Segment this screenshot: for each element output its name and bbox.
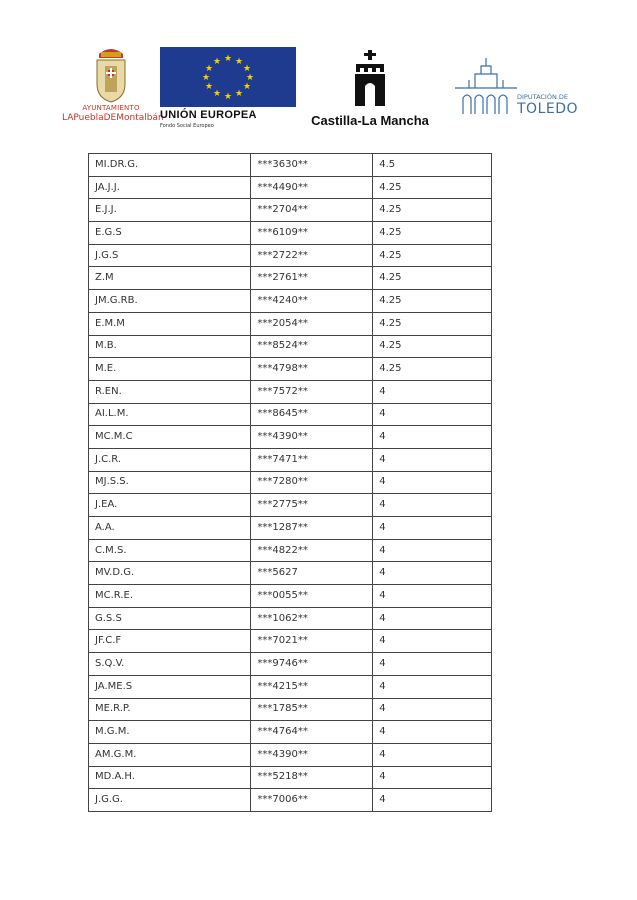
svg-text:★: ★ <box>242 64 252 74</box>
table-row <box>89 358 492 381</box>
score-cell: 4 <box>373 448 492 471</box>
initials-cell: M.B. <box>89 335 251 358</box>
table-row <box>89 766 492 789</box>
id-cell: ***5218** <box>251 766 373 789</box>
initials-cell: JA.ME.S <box>89 675 251 698</box>
score-cell: 4 <box>373 426 492 449</box>
ayuntamiento-label: AYUNTAMIENTO <box>82 104 140 112</box>
initials-cell: ME.R.P. <box>89 698 251 721</box>
score-cell: 4 <box>373 789 492 812</box>
page-header <box>0 0 637 140</box>
table-row <box>89 267 492 290</box>
svg-text:★: ★ <box>204 64 214 74</box>
id-cell: ***8645** <box>251 403 373 426</box>
eu-title: UNIÓN EUROPEA <box>160 109 257 121</box>
initials-cell: MD.A.H. <box>89 766 251 789</box>
svg-text:★: ★ <box>234 89 244 99</box>
id-cell: ***2722** <box>251 244 373 267</box>
table-row <box>89 312 492 335</box>
id-cell: ***4390** <box>251 743 373 766</box>
id-cell: ***4240** <box>251 290 373 313</box>
table-row <box>89 403 492 426</box>
results-table <box>88 153 492 812</box>
score-cell: 4.25 <box>373 199 492 222</box>
id-cell: ***4215** <box>251 675 373 698</box>
table-row <box>89 721 492 744</box>
svg-text:★: ★ <box>204 82 214 92</box>
score-cell: 4 <box>373 471 492 494</box>
id-cell: ***4764** <box>251 721 373 744</box>
table-row <box>89 426 492 449</box>
initials-cell: M.E. <box>89 358 251 381</box>
score-cell: 4 <box>373 766 492 789</box>
initials-cell: MV.D.G. <box>89 562 251 585</box>
castilla-la-mancha-name: Castilla-La Mancha <box>311 113 429 128</box>
initials-cell: AI.L.M. <box>89 403 251 426</box>
initials-cell: C.M.S. <box>89 539 251 562</box>
table-row <box>89 199 492 222</box>
id-cell: ***6109** <box>251 222 373 245</box>
score-cell: 4 <box>373 380 492 403</box>
score-cell: 4.25 <box>373 312 492 335</box>
score-cell: 4 <box>373 721 492 744</box>
results-table-body <box>89 154 492 812</box>
initials-cell: A.A. <box>89 517 251 540</box>
table-row <box>89 517 492 540</box>
id-cell: ***1287** <box>251 517 373 540</box>
id-cell: ***4390** <box>251 426 373 449</box>
coat-of-arms-icon <box>93 44 129 104</box>
municipality-name: LAPueblaDEMontalbán <box>62 113 164 123</box>
id-cell: ***0055** <box>251 585 373 608</box>
initials-cell: E.J.J. <box>89 199 251 222</box>
table-row <box>89 290 492 313</box>
score-cell: 4 <box>373 539 492 562</box>
score-cell: 4 <box>373 607 492 630</box>
table-row <box>89 539 492 562</box>
eu-subtitle: Fondo Social Europeo <box>160 123 214 129</box>
score-cell: 4 <box>373 743 492 766</box>
score-cell: 4 <box>373 494 492 517</box>
table-row <box>89 222 492 245</box>
castle-icon <box>350 50 390 108</box>
svg-text:★: ★ <box>212 89 222 99</box>
id-cell: ***9746** <box>251 653 373 676</box>
initials-cell: J.C.R. <box>89 448 251 471</box>
score-cell: 4 <box>373 562 492 585</box>
toledo-label: TOLEDO <box>517 101 579 117</box>
score-cell: 4 <box>373 517 492 540</box>
initials-cell: E.G.S <box>89 222 251 245</box>
id-cell: ***1062** <box>251 607 373 630</box>
diputacion-toledo-logo <box>455 58 585 124</box>
id-cell: ***2761** <box>251 267 373 290</box>
initials-cell: R.EN. <box>89 380 251 403</box>
score-cell: 4.25 <box>373 244 492 267</box>
initials-cell: AM.G.M. <box>89 743 251 766</box>
initials-cell: Z.M <box>89 267 251 290</box>
initials-cell: J.G.G. <box>89 789 251 812</box>
id-cell: ***4822** <box>251 539 373 562</box>
diputacion-label: DIPUTACIÓN DE <box>517 93 569 101</box>
svg-text:★: ★ <box>245 73 255 83</box>
svg-text:★: ★ <box>201 73 211 83</box>
score-cell: 4 <box>373 698 492 721</box>
score-cell: 4.25 <box>373 358 492 381</box>
table-row <box>89 585 492 608</box>
table-row <box>89 471 492 494</box>
score-cell: 4.5 <box>373 154 492 177</box>
initials-cell: S.Q.V. <box>89 653 251 676</box>
score-cell: 4 <box>373 630 492 653</box>
initials-cell: J.G.S <box>89 244 251 267</box>
id-cell: ***3630** <box>251 154 373 177</box>
table-row <box>89 154 492 177</box>
score-cell: 4.25 <box>373 176 492 199</box>
table-row <box>89 494 492 517</box>
score-cell: 4 <box>373 675 492 698</box>
score-cell: 4.25 <box>373 335 492 358</box>
initials-cell: MJ.S.S. <box>89 471 251 494</box>
id-cell: ***7280** <box>251 471 373 494</box>
svg-text:★: ★ <box>223 54 233 64</box>
id-cell: ***7006** <box>251 789 373 812</box>
initials-cell: JM.G.RB. <box>89 290 251 313</box>
id-cell: ***4490** <box>251 176 373 199</box>
score-cell: 4.25 <box>373 222 492 245</box>
score-cell: 4 <box>373 653 492 676</box>
id-cell: ***2054** <box>251 312 373 335</box>
eu-flag-icon <box>160 47 296 107</box>
table-row <box>89 562 492 585</box>
eu-logo <box>160 47 300 127</box>
score-cell: 4 <box>373 403 492 426</box>
svg-text:★: ★ <box>242 82 252 92</box>
table-row <box>89 380 492 403</box>
initials-cell: M.G.M. <box>89 721 251 744</box>
ayuntamiento-logo <box>62 44 164 128</box>
table-row <box>89 448 492 471</box>
table-row <box>89 743 492 766</box>
initials-cell: MI.DR.G. <box>89 154 251 177</box>
id-cell: ***1785** <box>251 698 373 721</box>
svg-text:★: ★ <box>223 92 233 102</box>
initials-cell: MC.R.E. <box>89 585 251 608</box>
id-cell: ***2704** <box>251 199 373 222</box>
id-cell: ***2775** <box>251 494 373 517</box>
score-cell: 4 <box>373 585 492 608</box>
table-row <box>89 630 492 653</box>
initials-cell: MC.M.C <box>89 426 251 449</box>
initials-cell: E.M.M <box>89 312 251 335</box>
table-row <box>89 176 492 199</box>
id-cell: ***7471** <box>251 448 373 471</box>
svg-text:★: ★ <box>212 57 222 67</box>
castilla-la-mancha-logo <box>310 50 430 130</box>
alcazar-icon <box>455 58 517 118</box>
id-cell: ***4798** <box>251 358 373 381</box>
table-row <box>89 653 492 676</box>
table-row <box>89 607 492 630</box>
table-row <box>89 335 492 358</box>
score-cell: 4.25 <box>373 267 492 290</box>
id-cell: ***7021** <box>251 630 373 653</box>
initials-cell: G.S.S <box>89 607 251 630</box>
initials-cell: JA.J.J. <box>89 176 251 199</box>
id-cell: ***7572** <box>251 380 373 403</box>
initials-cell: JF.C.F <box>89 630 251 653</box>
score-cell: 4.25 <box>373 290 492 313</box>
svg-text:★: ★ <box>234 57 244 67</box>
id-cell: ***5627 <box>251 562 373 585</box>
table-row <box>89 244 492 267</box>
id-cell: ***8524** <box>251 335 373 358</box>
table-row <box>89 675 492 698</box>
initials-cell: J.EA. <box>89 494 251 517</box>
table-row <box>89 789 492 812</box>
table-row <box>89 698 492 721</box>
